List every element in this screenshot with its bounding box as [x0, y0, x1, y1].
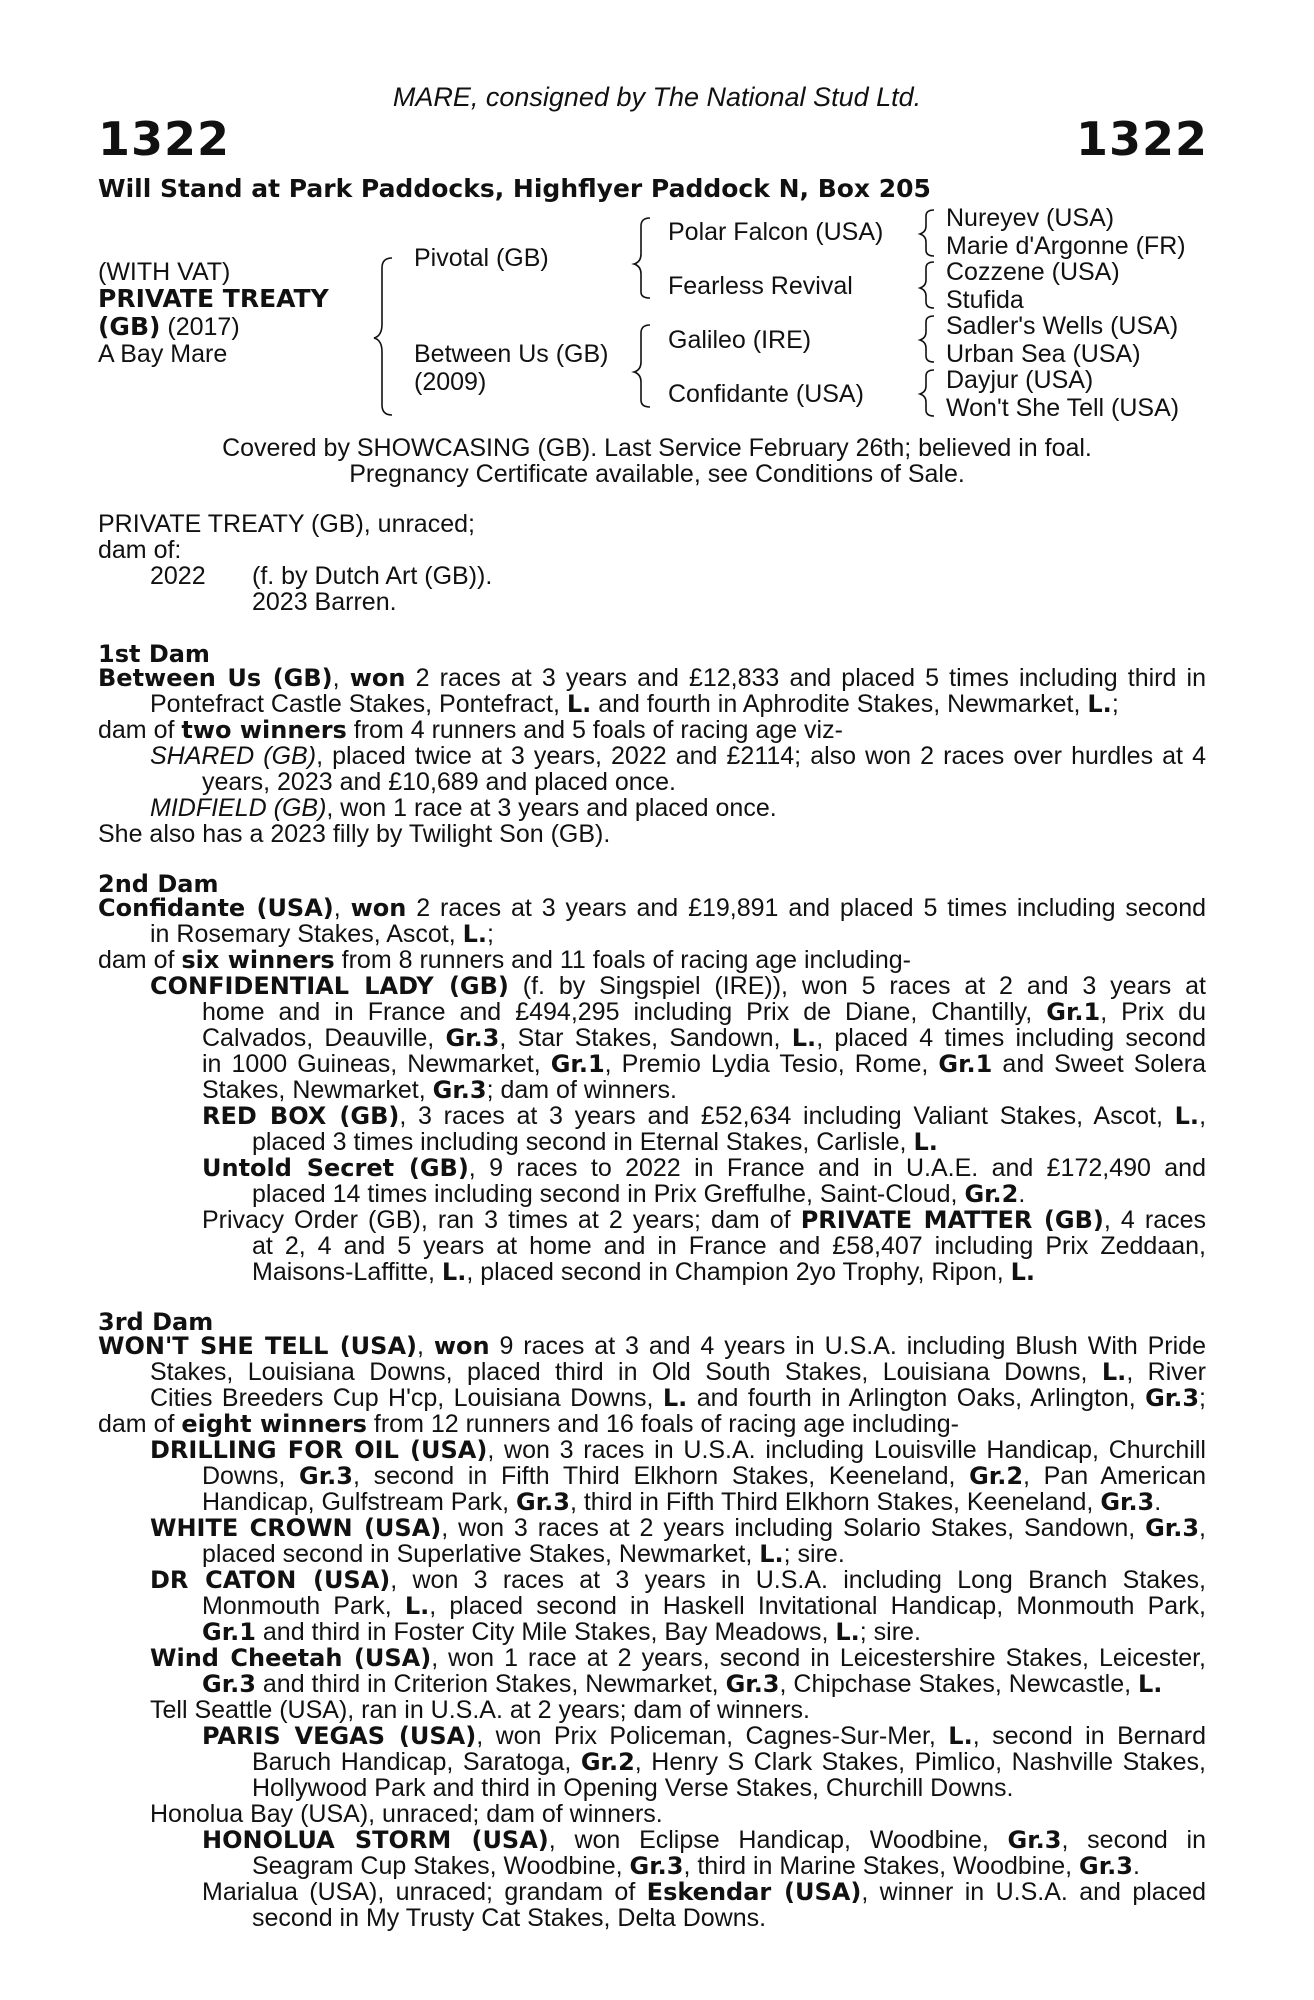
produce-dam-of: dam of:	[98, 536, 182, 564]
text: ,	[1199, 1514, 1206, 1542]
us-line-1	[202, 1156, 1206, 1182]
third-dam-line-4	[98, 1412, 959, 1438]
text: , second in Fifth Third Elkhorn Stakes, Keeneland,	[352, 1462, 970, 1490]
text: , second in	[1061, 1826, 1206, 1854]
text: ;	[1199, 1384, 1206, 1412]
grade: Gr.3	[445, 1024, 500, 1052]
grade: L.	[1138, 1670, 1163, 1698]
first-dam-line-2	[150, 692, 1119, 718]
produce-entry: (f. by Dutch Art (GB)).	[252, 562, 493, 590]
text: ;	[1111, 690, 1119, 718]
lot-number-left: 1322	[98, 112, 231, 166]
text: , won 1 race at 3 years and placed once.	[326, 794, 777, 822]
first-dam-name: Between Us (GB)	[98, 664, 333, 692]
text: ,	[1199, 1102, 1207, 1130]
horse-description: A Bay Mare	[98, 340, 228, 368]
won: won	[433, 1332, 490, 1360]
text: , won 3 races in U.S.A. including Louisville Handicap, Churchill	[487, 1436, 1206, 1464]
third-dam-line-1: WON'T SHE TELL (USA), won 9 races at 3 and 4 years in U.S.A. including Blush With Pride	[98, 1332, 1206, 1360]
grade: Gr.2	[580, 1748, 635, 1776]
winners-count: two winners	[181, 716, 347, 744]
produce-heading: PRIVATE TREATY (GB), unraced;	[98, 510, 475, 538]
grade: Gr.3	[1007, 1826, 1062, 1854]
second-dam-line-3	[98, 948, 911, 974]
grade: L.	[835, 1618, 860, 1646]
text: , won 1 race at 2 years, second in Leicestershire Stakes, Leicester,	[431, 1644, 1206, 1672]
first-dam-line-7: She also has a 2023 filly by Twilight Son (GB).	[98, 820, 611, 848]
text: , Henry S Clark Stakes, Pimlico, Nashville Stakes,	[634, 1748, 1206, 1776]
progeny-name: HONOLUA STORM (USA)	[202, 1826, 549, 1854]
progeny-name: CONFIDENTIAL LADY (GB)	[150, 972, 509, 1000]
text: from 8 runners and 11 foals of racing age including-	[334, 946, 911, 974]
text: Downs,	[202, 1462, 300, 1490]
cl-line-5	[202, 1078, 677, 1104]
text: and fourth in Aphrodite Stakes, Newmarket,	[591, 690, 1088, 718]
second-dam-line-1: Confidante (USA), won 2 races at 3 years and £19,891 and placed 5 times including second	[98, 894, 1207, 922]
pedigree-g2: Marie d'Argonne (FR)	[946, 232, 1186, 260]
text: Seagram Cup Stakes, Woodbine,	[252, 1852, 630, 1880]
progeny-name: DR CATON (USA)	[150, 1566, 391, 1594]
produce-year: 2022	[150, 562, 206, 590]
grade: Gr.2	[964, 1180, 1019, 1208]
po-line-2: at 2, 4 and 5 years at home and in France and £58,407 including Prix Zeddaan,	[252, 1232, 1206, 1260]
grade: Gr.1	[550, 1050, 605, 1078]
text: and Sweet Solera	[992, 1050, 1206, 1078]
pedigree-g4: Stufida	[946, 286, 1024, 314]
grade: Gr.3	[1100, 1488, 1155, 1516]
text: and third in Foster City Mile Stakes, Bay Meadows,	[255, 1618, 836, 1646]
progeny-name: PRIVATE MATTER (GB)	[800, 1206, 1104, 1234]
rb-line-2	[252, 1130, 938, 1156]
text: 2 races at 3 years and £19,891 and placed 5 times including second	[406, 894, 1207, 922]
progeny-name: RED BOX (GB)	[202, 1102, 400, 1130]
first-dam-line-4	[150, 744, 1206, 770]
text: , third in Marine Stakes, Woodbine,	[683, 1852, 1080, 1880]
pedigree-dam-year: (2009)	[414, 368, 487, 396]
grade: Gr.3	[1145, 1384, 1200, 1412]
grade: Gr.3	[202, 1670, 256, 1698]
grade: L.	[1101, 1358, 1127, 1386]
text: , winner in U.S.A. and placed	[861, 1878, 1206, 1906]
text: from 12 runners and 16 foals of racing age including-	[366, 1410, 959, 1438]
grade: Gr.3	[725, 1670, 780, 1698]
grade: Gr.3	[1145, 1514, 1200, 1542]
text: Pontefract Castle Stakes, Pontefract,	[150, 690, 567, 718]
text: and third in Criterion Stakes, Newmarket,	[255, 1670, 726, 1698]
text: , Prix du	[1100, 998, 1206, 1026]
pedigree-sire: Pivotal (GB)	[414, 244, 549, 272]
text: Privacy Order (GB), ran 3 times at 2 years; dam of	[202, 1206, 801, 1234]
pedigree-g6: Urban Sea (USA)	[946, 340, 1141, 368]
produce-entry-2: 2023 Barren.	[252, 588, 397, 616]
df-line-1	[150, 1438, 1206, 1464]
text: placed 14 times including second in Prix Greffulhe, Saint-Cloud,	[252, 1180, 965, 1208]
hb-line-1: Honolua Bay (USA), unraced; dam of winners.	[150, 1800, 663, 1828]
grade: L.	[913, 1128, 938, 1156]
horse-year: (2017)	[160, 313, 240, 341]
grade: Gr.3	[629, 1852, 684, 1880]
ts-line-1: Tell Seattle (USA), ran in U.S.A. at 2 years; dam of winners.	[150, 1696, 810, 1724]
grade: Gr.3	[432, 1076, 487, 1104]
pedigree-g5: Sadler's Wells (USA)	[946, 312, 1179, 340]
winners-count: six winners	[181, 946, 335, 974]
third-dam-name: WON'T SHE TELL (USA)	[98, 1332, 417, 1360]
text: , third in Fifth Third Elkhorn Stakes, Keeneland,	[569, 1488, 1101, 1516]
text: , won 3 races at 2 years including Solario Stakes, Sandown,	[441, 1514, 1146, 1542]
text: from 4 runners and 5 foals of racing age viz-	[346, 716, 843, 744]
text: , 3 races at 3 years and £52,634 including Valiant Stakes, Ascot,	[399, 1102, 1175, 1130]
third-dam-heading: 3rd Dam	[98, 1308, 214, 1336]
po-line-1	[202, 1208, 1206, 1234]
cl-line-3	[202, 1026, 1206, 1052]
progeny-name: PARIS VEGAS (USA)	[202, 1722, 477, 1750]
second-dam-name: Confidante (USA)	[98, 894, 334, 922]
text: placed second in Superlative Stakes, Newmarket,	[202, 1540, 760, 1568]
text: , placed 4 times including second	[816, 1024, 1206, 1052]
text: ; dam of winners.	[486, 1076, 677, 1104]
text: , Premio Lydia Tesio, Rome,	[604, 1050, 939, 1078]
lot-number-right: 1322	[1075, 112, 1208, 166]
grade: Gr.3	[1079, 1852, 1133, 1880]
cl-line-1	[150, 974, 1206, 1000]
hs-line-2	[252, 1854, 1140, 1880]
grade: Gr.1	[1046, 998, 1101, 1026]
text: ; sire.	[859, 1618, 921, 1646]
text: Marialua (USA), unraced; grandam of	[202, 1878, 647, 1906]
grade: Gr.3	[299, 1462, 353, 1490]
text: , 4 races	[1103, 1206, 1207, 1234]
wc-line-1	[150, 1516, 1206, 1542]
cl-line-2	[202, 1000, 1206, 1026]
won: won	[350, 894, 407, 922]
grade: L.	[759, 1540, 784, 1568]
pv-line-2	[252, 1750, 1206, 1776]
text: , Star Stakes, Sandown,	[499, 1024, 792, 1052]
text: dam of	[98, 946, 182, 974]
covering-line-2: Pregnancy Certificate available, see Conditions of Sale.	[349, 460, 965, 488]
progeny-name: MIDFIELD (GB)	[150, 794, 327, 822]
text: , Chipchase Stakes, Newcastle,	[779, 1670, 1139, 1698]
consignment-line: MARE, consigned by The National Stud Ltd.	[392, 82, 922, 112]
text: .	[1132, 1852, 1140, 1880]
text: placed 3 times including second in Eternal Stakes, Carlisle,	[252, 1128, 914, 1156]
text: (f. by Singspiel (IRE)), won 5 races at 2 and 3 years at	[508, 972, 1206, 1000]
text: dam of	[98, 1410, 182, 1438]
second-dam-heading: 2nd Dam	[98, 870, 219, 898]
us-line-2	[252, 1182, 1025, 1208]
text: 9 races at 3 and 4 years in U.S.A. including Blush With Pride	[489, 1332, 1206, 1360]
first-dam-won: won	[349, 664, 406, 692]
text: , placed second in Haskell Invitational Handicap, Monmouth Park,	[429, 1592, 1206, 1620]
horse-country: (GB)	[98, 312, 161, 341]
grade: L.	[404, 1592, 430, 1620]
text: in 1000 Guineas, Newmarket,	[202, 1050, 551, 1078]
text: 2 races at 3 years and £12,833 and placed 5 times including third in	[405, 664, 1206, 692]
po-line-3	[252, 1260, 1035, 1286]
grade: L.	[441, 1258, 467, 1286]
progeny-name: WHITE CROWN (USA)	[150, 1514, 442, 1542]
progeny-name: Eskendar (USA)	[646, 1878, 862, 1906]
grade: L.	[948, 1722, 973, 1750]
progeny-name: Wind Cheetah (USA)	[150, 1644, 432, 1672]
third-dam-line-2	[150, 1360, 1206, 1386]
text: Maisons-Laffitte,	[252, 1258, 442, 1286]
pedigree-dam-dam: Confidante (USA)	[668, 380, 864, 408]
grade: Gr.1	[202, 1618, 256, 1646]
first-dam-line-1: Between Us (GB), won 2 races at 3 years and £12,833 and placed 5 times including third in	[98, 664, 1206, 692]
text: ;	[487, 920, 494, 948]
text: .	[1018, 1180, 1026, 1208]
pedigree-g8: Won't She Tell (USA)	[946, 394, 1180, 422]
grade: L.	[1087, 690, 1112, 718]
first-dam-line-5: years, 2023 and £10,689 and placed once.	[202, 768, 676, 796]
covering-line-1: Covered by SHOWCASING (GB). Last Service February 26th; believed in foal.	[222, 434, 1092, 462]
ma-line-1	[202, 1880, 1206, 1906]
dc-line-2	[202, 1594, 1206, 1620]
text: , Pan American	[1023, 1462, 1207, 1490]
wc-line-2	[202, 1542, 845, 1568]
text: in Rosemary Stakes, Ascot,	[150, 920, 463, 948]
dc-line-3	[202, 1620, 921, 1646]
text: Stakes, Newmarket,	[202, 1076, 433, 1104]
vat-note: (WITH VAT)	[98, 258, 231, 286]
pedigree-sire-dam: Fearless Revival	[668, 272, 853, 300]
pedigree-g7: Dayjur (USA)	[946, 366, 1094, 394]
grade: Gr.3	[516, 1488, 570, 1516]
grade: Gr.1	[938, 1050, 993, 1078]
text: , 9 races to 2022 in France and in U.A.E. and £172,490 and	[468, 1154, 1206, 1182]
text: Baruch Handicap, Saratoga,	[252, 1748, 581, 1776]
grade: L.	[791, 1024, 817, 1052]
horse-name: PRIVATE TREATY	[98, 284, 329, 313]
first-dam-heading: 1st Dam	[98, 640, 210, 668]
grade: L.	[662, 1384, 688, 1412]
text: , won Prix Policeman, Cagnes-Sur-Mer,	[476, 1722, 949, 1750]
pedigree-g1: Nureyev (USA)	[946, 204, 1115, 232]
df-line-2	[202, 1464, 1206, 1490]
rb-line-1	[202, 1104, 1206, 1130]
grade: L.	[1174, 1102, 1200, 1130]
stand-location: Will Stand at Park Paddocks, Highflyer Paddock N, Box 205	[98, 174, 931, 203]
progeny-name: DRILLING FOR OIL (USA)	[150, 1436, 488, 1464]
text: and fourth in Arlington Oaks, Arlington,	[687, 1384, 1146, 1412]
text: Handicap, Gulfstream Park,	[202, 1488, 517, 1516]
hs-line-1	[202, 1828, 1206, 1854]
pedigree-sire-sire: Polar Falcon (USA)	[668, 218, 884, 246]
text: Monmouth Park,	[202, 1592, 405, 1620]
text: , River	[1126, 1358, 1206, 1386]
text: home and in France and £494,295 including Prix de Diane, Chantilly,	[202, 998, 1047, 1026]
wch-line-1	[150, 1646, 1206, 1672]
pedigree-dam: Between Us (GB)	[414, 340, 609, 368]
df-line-3	[202, 1490, 1161, 1516]
text: , won 3 races at 3 years in U.S.A. including Long Branch Stakes,	[390, 1566, 1206, 1594]
text: Calvados, Deauville,	[202, 1024, 446, 1052]
pedigree-g3: Cozzene (USA)	[946, 258, 1120, 286]
progeny-name: SHARED (GB)	[150, 742, 317, 770]
grade: L.	[1010, 1258, 1036, 1286]
progeny-name: Untold Secret (GB)	[202, 1154, 469, 1182]
text: ; sire.	[783, 1540, 845, 1568]
cl-line-4	[202, 1052, 1206, 1078]
text: , second in Bernard	[972, 1722, 1207, 1750]
second-dam-line-2	[150, 922, 494, 948]
text: , placed twice at 3 years, 2022 and £2114; also won 2 races over hurdles at 4	[316, 742, 1207, 770]
text: , placed second in Champion 2yo Trophy, Ripon,	[466, 1258, 1011, 1286]
grade: Gr.2	[969, 1462, 1024, 1490]
text: Stakes, Louisiana Downs, placed third in Old South Stakes, Louisiana Downs,	[150, 1358, 1102, 1386]
third-dam-line-3	[150, 1386, 1206, 1412]
first-dam-line-6	[150, 796, 777, 822]
pedigree-brackets	[0, 0, 1314, 440]
grade: L.	[462, 920, 488, 948]
text: , won Eclipse Handicap, Woodbine,	[548, 1826, 1008, 1854]
pv-line-1	[202, 1724, 1206, 1750]
text: Cities Breeders Cup H'cp, Louisiana Downs,	[150, 1384, 663, 1412]
grade: L.	[566, 690, 592, 718]
pv-line-3: Hollywood Park and third in Opening Verse Stakes, Churchill Downs.	[252, 1774, 1014, 1802]
text: dam of	[98, 716, 182, 744]
wch-line-2	[202, 1672, 1162, 1698]
winners-count: eight winners	[181, 1410, 367, 1438]
first-dam-line-3	[98, 718, 843, 744]
text: .	[1154, 1488, 1162, 1516]
ma-line-2: second in My Trusty Cat Stakes, Delta Downs.	[252, 1904, 767, 1932]
dc-line-1	[150, 1568, 1206, 1594]
pedigree-dam-sire: Galileo (IRE)	[668, 326, 812, 354]
